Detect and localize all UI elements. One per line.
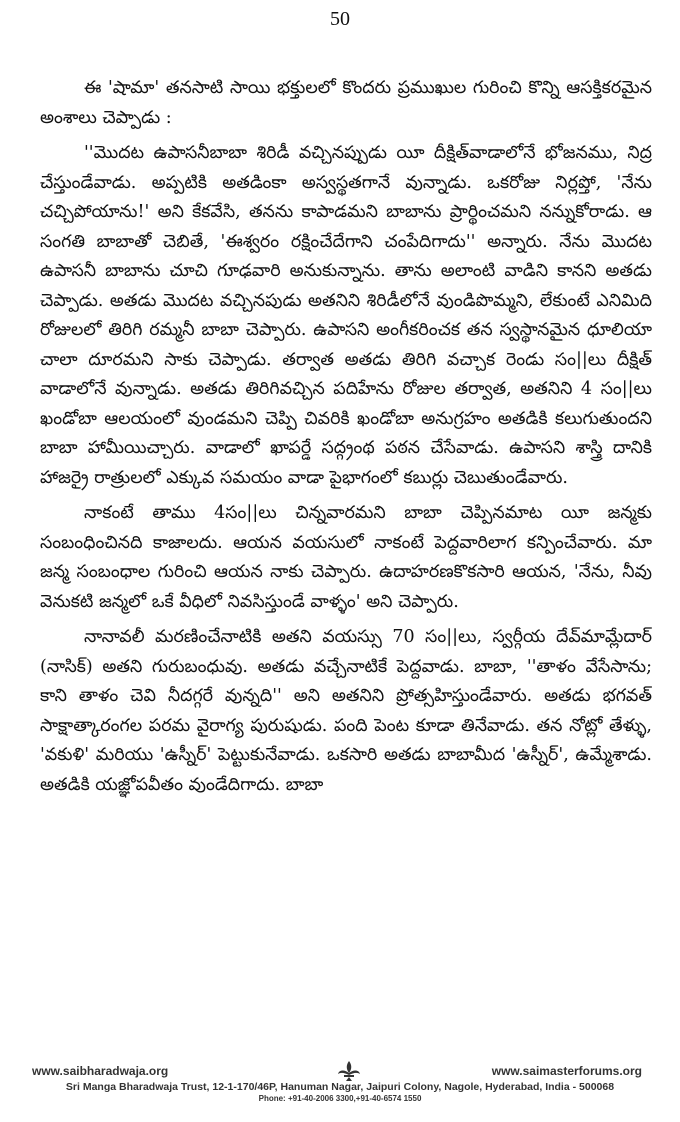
footer-website-left[interactable]: www.saibharadwaja.org	[32, 1064, 169, 1078]
body-text	[40, 74, 652, 806]
footer-phone: Phone: +91-40-2006 3300,+91-40-6574 1550	[258, 1094, 422, 1103]
page-footer	[18, 1060, 662, 1120]
footer-address: Sri Manga Bharadwaja Trust, 12-1-170/46P, Hanuman Nagar, Jaipuri Colony, Nagole, Hyderabad, India - 500068	[65, 1081, 615, 1093]
paragraph-upasani: ''మొదట ఉపాసనీబాబా శిరిడీ వచ్చినప్పుడు యీ దీక్షిత్‌వాడాలోనే భోజనము, నిద్ర చేస్తుండేవాడు. అప్పటికి అతడింకా అస్వస్థతగానే వున్నాడు. ఒకరోజు నిర్లప్తో, 'నేను చచ్చిపోయాను!' అని కేకవేసి, తనను కాపాడమని బాబాను ప్రార్థించమని నన్నుకోరాడు. ఆ సంగతి బాబాతో చెబితే, 'ఈశ్వరం రక్షించేదేగాని చంపేదిగాదు'' అన్నారు. నేను మొదట ఉపాసనీ బాబాను చూచి గూఢవారి అనుకున్నాను. తాను అలాంటి వాడిని కానని అతడు చెప్పాడు. అతడు మొదట వచ్చినపుడు అతనిని శిరిడీలోనే వుండిపొమ్మని, లేకుంటే ఎనిమిది రోజులలో తిరిగి రమ్మనీ బాబా చెప్పారు. ఉపాసని అంగీకరించక తన స్వస్థానమైన ధూలియా చాలా దూరమని సాకు చెప్పాడు. తర్వాత అతడు తిరిగి వచ్చాక రెండు సం||లు దీక్షిత్ వాడాలోనే వున్నాడు. అతడు తిరిగివచ్చిన పదిహేను రోజుల తర్వాత, అతనిని 4 సం||లు ఖండోబా ఆలయంలో వుండమని చెప్పి చివరికి ఖండోబా అనుగ్రహం అతడికి కలుగుతుందని బాబా హామీయిచ్చారు. వాడాలో ఖాపర్డే సద్గ్రంథ పఠన చేసేవాడు. ఉపాసని శాస్త్రి దానికి హాజర్రై రాత్రులలో ఎక్కువ సమయం వాడా పైభాగంలో కబుర్లు చెబుతుండేవారు.	[40, 143, 652, 488]
paragraph-nanavali: నానావలీ మరణించేనాటికి అతని వయస్సు 70 సం||లు, స్వర్గీయ దేవ్‌మామ్లేదార్ (నాసిక్) అతని గురుబంధువు. అతడు వచ్చేనాటికే పెద్దవాడు. బాబా, ''తాళం వేసేసాను; కాని తాళం చెవి నీదగ్గరే వున్నది'' అని అతనిని ప్రోత్సహిస్తుండేవారు. అతడు భగవత్ సాక్షాత్కారంగల పరమ వైరాగ్య పురుషుడు. పంది పెంట కూడా తినేవాడు. తన నోట్లో తేళ్ళు, 'వకుళి' మరియు 'ఉస్నీర్' పెట్టుకునేవాడు. ఒకసారి అతడు బాబామీద 'ఉస్నీర్', ఉమ్మేశాడు. అతడికి యజ్ఞోపవీతం వుండేదిగాదు. బాబా	[40, 627, 652, 795]
footer-website-right[interactable]: www.saimasterforums.org	[491, 1064, 642, 1078]
page-number: 50	[330, 8, 350, 30]
paragraph-intro: ఈ 'షామా' తనసాటి సాయి భక్తులలో కొందరు ప్రముఖుల గురించి కొన్ని ఆసక్తికరమైన అంశాలు చెప్పాడు :	[40, 78, 652, 128]
paragraph-birth-relation: నాకంటే తాము 4సం||లు చిన్నవారమని బాబా చెప్పినమాట యీ జన్మకు సంబంధించినది కాజాలదు. ఆయన వయసులో నాకంటే పెద్దవారిలాగ కన్పించేవారు. మా జన్మ సంబంధాల గురించి ఆయన నాకు చెప్పారు. ఉదాహరణకొకసారి ఆయన, 'నేను, నీవు వెనుకటి జన్మలో ఒకే వీధిలో నివసిస్తుండే వాళ్ళం' అని చెప్పారు.	[40, 503, 652, 612]
fleur-ornament-icon	[336, 1060, 362, 1082]
